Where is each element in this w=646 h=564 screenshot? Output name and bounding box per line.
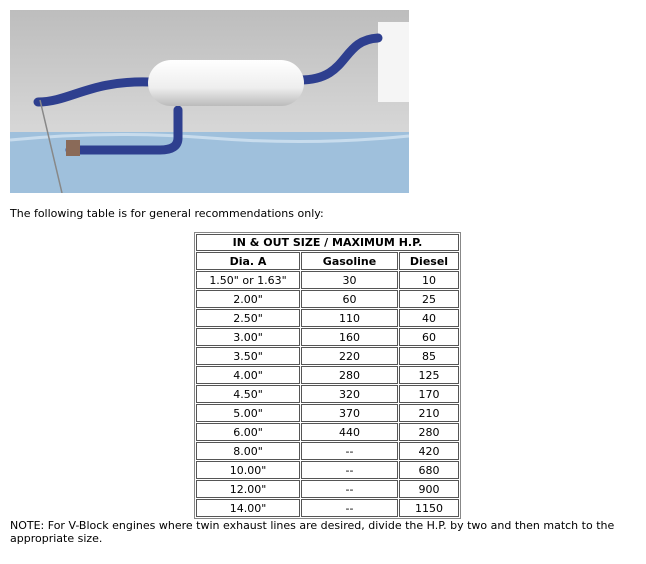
table-row: [196, 442, 459, 460]
cell-gasoline: 280: [301, 366, 398, 384]
cell-dia: 1.50" or 1.63": [196, 271, 300, 289]
transom-shape: [378, 22, 409, 102]
note-text: NOTE: For V-Block engines where twin exhaust lines are desired, divide the H.P. by two and then match to the appropriate size.: [10, 519, 615, 545]
cell-dia: 4.00": [196, 366, 300, 384]
cell-gasoline: 110: [301, 309, 398, 327]
table-row: [196, 480, 459, 498]
cell-diesel: 210: [399, 404, 459, 422]
cell-dia: 5.00": [196, 404, 300, 422]
table-row: [196, 385, 459, 403]
table-row: [196, 328, 459, 346]
cell-dia: 3.00": [196, 328, 300, 346]
hose-clamp: [66, 140, 80, 156]
cell-diesel: 10: [399, 271, 459, 289]
table-row: [196, 366, 459, 384]
cell-gasoline: 440: [301, 423, 398, 441]
table-row: [196, 423, 459, 441]
cell-dia: 2.00": [196, 290, 300, 308]
intro-text: The following table is for general recommendations only:: [10, 207, 324, 220]
cell-diesel: 680: [399, 461, 459, 479]
cell-diesel: 125: [399, 366, 459, 384]
table-row: [196, 499, 459, 517]
cell-dia: 6.00": [196, 423, 300, 441]
cell-gasoline: 320: [301, 385, 398, 403]
table-row: [196, 290, 459, 308]
recommendation-table: [194, 232, 461, 519]
cell-dia: 8.00": [196, 442, 300, 460]
column-header-gasoline: Gasoline: [301, 252, 398, 270]
cell-gasoline: --: [301, 499, 398, 517]
column-header-diesel: Diesel: [399, 252, 459, 270]
cell-gasoline: --: [301, 461, 398, 479]
column-header-dia: Dia. A: [196, 252, 300, 270]
cell-diesel: 1150: [399, 499, 459, 517]
cell-gasoline: 60: [301, 290, 398, 308]
muffler-illustration: [10, 10, 409, 193]
cell-dia: 10.00": [196, 461, 300, 479]
cell-gasoline: --: [301, 480, 398, 498]
cell-gasoline: 370: [301, 404, 398, 422]
table-row: [196, 461, 459, 479]
cell-diesel: 280: [399, 423, 459, 441]
table-row: [196, 347, 459, 365]
cell-dia: 4.50": [196, 385, 300, 403]
cell-diesel: 420: [399, 442, 459, 460]
cell-dia: 3.50": [196, 347, 300, 365]
cell-dia: 14.00": [196, 499, 300, 517]
muffler-body: [148, 60, 304, 106]
table-row: [196, 309, 459, 327]
cell-gasoline: 30: [301, 271, 398, 289]
cell-gasoline: 220: [301, 347, 398, 365]
cell-gasoline: --: [301, 442, 398, 460]
table-title: IN & OUT SIZE / MAXIMUM H.P.: [196, 234, 459, 251]
cell-diesel: 25: [399, 290, 459, 308]
cell-gasoline: 160: [301, 328, 398, 346]
cell-dia: 12.00": [196, 480, 300, 498]
cell-diesel: 60: [399, 328, 459, 346]
cell-dia: 2.50": [196, 309, 300, 327]
table-row: [196, 271, 459, 289]
cell-diesel: 900: [399, 480, 459, 498]
cell-diesel: 40: [399, 309, 459, 327]
cell-diesel: 85: [399, 347, 459, 365]
table-row: [196, 404, 459, 422]
cell-diesel: 170: [399, 385, 459, 403]
